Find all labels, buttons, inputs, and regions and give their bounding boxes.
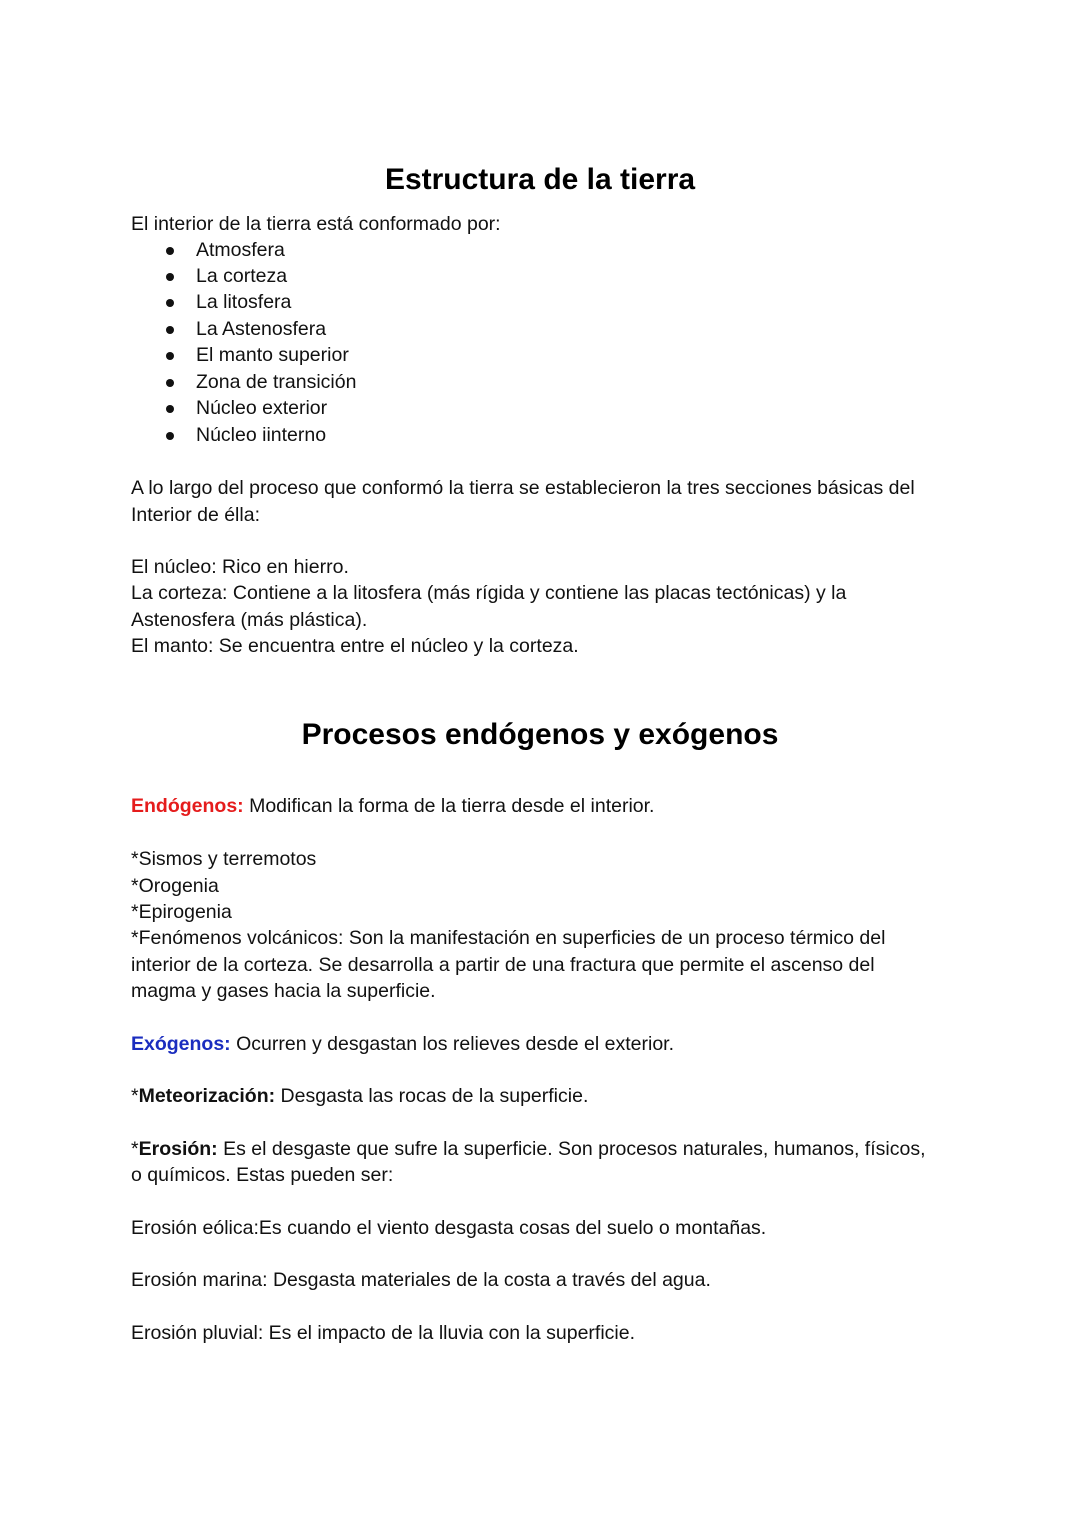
endogenos-item: *Epirogenia bbox=[131, 901, 232, 923]
erosion-prefix: * bbox=[131, 1138, 139, 1160]
section-title-estructura: Estructura de la tierra bbox=[384, 163, 696, 196]
paragraph-line: A lo largo del proceso que conformó la tierra se establecieron la tres secciones básicas del bbox=[131, 477, 915, 499]
bullet-icon bbox=[166, 273, 174, 281]
endogenos-item: *Orogenia bbox=[131, 875, 219, 897]
erosion-pluvial: Erosión pluvial: Es el impacto de la lluvia con la superficie. bbox=[131, 1322, 636, 1344]
erosion-label: Erosión: bbox=[138, 1138, 218, 1160]
meteorizacion-line bbox=[131, 1083, 588, 1109]
endogenos-item: interior de la corteza. Se desarrolla a partir de una fractura que permite el ascenso del bbox=[131, 954, 875, 976]
bullet-icon bbox=[166, 299, 174, 307]
bullet-icon bbox=[166, 405, 174, 413]
list-item: La Astenosfera bbox=[196, 318, 327, 340]
bullet-icon bbox=[166, 432, 174, 440]
endogenos-item: *Fenómenos volcánicos: Son la manifestación en superficies de un proceso térmico del bbox=[131, 927, 886, 949]
endogenos-definition bbox=[131, 793, 654, 819]
meteorizacion-prefix: * bbox=[131, 1085, 139, 1107]
bullet-icon bbox=[166, 247, 174, 255]
section-title-procesos: Procesos endógenos y exógenos bbox=[301, 718, 779, 751]
list-item: Zona de transición bbox=[196, 371, 357, 393]
endogenos-item: magma y gases hacia la superficie. bbox=[131, 980, 436, 1002]
exogenos-label: Exógenos: bbox=[131, 1033, 231, 1055]
exogenos-definition bbox=[131, 1031, 674, 1057]
intro-text: El interior de la tierra está conformado por: bbox=[131, 213, 501, 235]
list-item: Núcleo iinterno bbox=[196, 424, 327, 446]
erosion-marina: Erosión marina: Desgasta materiales de la costa a través del agua. bbox=[131, 1269, 711, 1291]
erosion-text: Es el desgaste que sufre la superficie. Son procesos naturales, humanos, físicos, bbox=[217, 1138, 926, 1160]
nucleo-line: El núcleo: Rico en hierro. bbox=[131, 556, 349, 578]
endogenos-label: Endógenos: bbox=[131, 795, 244, 817]
list-item: La corteza bbox=[196, 265, 288, 287]
bullet-icon bbox=[166, 379, 174, 387]
list-item: El manto superior bbox=[196, 344, 349, 366]
erosion-eolica: Erosión eólica:Es cuando el viento desgasta cosas del suelo o montañas. bbox=[131, 1217, 767, 1239]
meteorizacion-label: Meteorización: bbox=[138, 1085, 276, 1107]
manto-line: El manto: Se encuentra entre el núcleo y la corteza. bbox=[131, 635, 579, 657]
endogenos-text: Modifican la forma de la tierra desde el interior. bbox=[243, 795, 655, 817]
exogenos-text: Ocurren y desgastan los relieves desde el exterior. bbox=[230, 1033, 674, 1055]
paragraph-line: Interior de élla: bbox=[131, 504, 260, 526]
corteza-line: La corteza: Contiene a la litosfera (más rígida y contiene las placas tectónicas) y la bbox=[131, 582, 847, 604]
meteorizacion-text: Desgasta las rocas de la superficie. bbox=[275, 1085, 589, 1107]
list-item: Núcleo exterior bbox=[196, 397, 328, 419]
list-item: La litosfera bbox=[196, 291, 292, 313]
endogenos-item: *Sismos y terremotos bbox=[131, 848, 317, 870]
bullet-icon bbox=[166, 352, 174, 360]
erosion-line-cont: o químicos. Estas pueden ser: bbox=[131, 1164, 394, 1186]
list-item: Atmosfera bbox=[196, 239, 285, 261]
corteza-line-cont: Astenosfera (más plástica). bbox=[131, 609, 368, 631]
bullet-icon bbox=[166, 326, 174, 334]
erosion-line bbox=[131, 1136, 926, 1162]
